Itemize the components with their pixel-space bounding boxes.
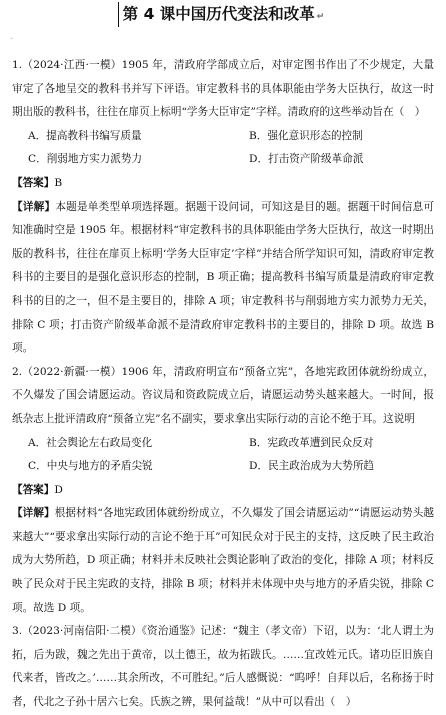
page-title <box>118 2 329 27</box>
question-2-answer <box>12 479 434 503</box>
q1-option-b: B．强化意识形态的控制 <box>249 129 363 142</box>
explain-label: 【详解】 <box>12 507 55 520</box>
answer-value: D <box>54 483 63 496</box>
q1-option-a: A．提高教科书编写质量 <box>28 129 142 142</box>
answer-label: 【答案】 <box>12 483 55 496</box>
question-2-stem: 2.（2022·新疆·一模）1906 年，清政府明宣布“预备立宪”，各地宪政团体就纷纷成立，不久爆发了国会请愿运动。咨议局和资政院成立后，请愿运动势头越来越大。一时间，报纸杂志上批评清政府“预备立宪”名不副实，要求拿出实际行动的言论不绝于耳。这说明 <box>12 365 434 425</box>
page-title-text: 第 4 课中国历代变法和改革 <box>122 5 315 23</box>
q1-option-c: C．削弱地方实力派势力 <box>28 153 143 166</box>
explain-text: 本题是单类型单项选择题。据题干设问词，可知这是目的题。据题干时间信息可知准确时空是 1905 年。根据材料“审定教科书的具体职能由学务大臣执行，故这一时期出版的教科书，往往在扉页上标明‘学务大臣审定’字样”并结合所学知识可知，清政府审定教科书的主要目的是强化意识形态的控制，B 项正确；提高教科书编写质量是清政府审定教科书的目的之一，但不是主要目的，排除 A 项；审定教科书与削弱地方实力派势力无关，排除 C 项；打击资产阶级革命派不是清政府审定教科书的主要目的，排除 D 项。故选 B 项。 <box>12 200 435 355</box>
question-3-stem: 3.（2023·河南信阳·二模）《资治通鉴》记述：“魏主（孝文帝）下诏，以为：‘北人谓土为拓，后为跋，魏之先出于黄帝，以土德王，故为拓跋氏。……宜改姓元氏。诸功臣旧族自代来者，皆改之。’……其余所改，不可胜纪。”后人感慨说：“呜呼！自拜以后，名称扬于时者，代北之子孙十居六七矣。氏族之辨，果何益哉！”从中可以看出（ ） <box>12 625 434 709</box>
answer-value: B <box>54 176 63 189</box>
question-1-explanation <box>12 196 434 361</box>
q2-option-d: D．民主政治成为大势所趋 <box>249 460 375 473</box>
q1-option-d: D．打击资产阶级革命派 <box>249 153 364 166</box>
question-1-answer <box>12 172 434 196</box>
question-1-options <box>12 125 434 172</box>
answer-label: 【答案】 <box>12 176 55 189</box>
question-1-stem: 1.（2024·江西·一模）1905 年，清政府学部成立后，对审定图书作出了不少规定，大量审定了各地呈交的教科书并写下评语。审定教科书的具体职能由学务大臣执行，故这一时期出版的教科书，往往在扉页上标明“学务大臣审定”字样。清政府的这些举动旨在（ ） <box>12 59 434 119</box>
question-2-options <box>12 432 434 479</box>
document-body <box>12 54 434 715</box>
cursor-mark: ˇ <box>10 38 13 45</box>
q2-option-a: A．社会舆论左右政局变化 <box>28 436 153 449</box>
q2-option-b: B．宪政改革遭到民众反对 <box>249 436 374 449</box>
title-row <box>0 2 446 27</box>
paragraph-mark: ↵ <box>316 12 325 22</box>
explain-text: 根据材料“各地宪政团体就纷纷成立，不久爆发了国会请愿运动”“请愿运动势头越来越大”“要求拿出实际行动的言论不绝于耳”可知民众对于民主的支持，这反映了民主政治成为大势所趋，D 项正确；材料并未反映社会舆论影响了政治的变化，排除 A 项；材料反映了民众对于民主宪政的支持，排除 B 项；材料并未体现中央与地方的矛盾尖锐，排除 C 项。故选 D 项。 <box>12 507 434 614</box>
explain-label: 【详解】 <box>12 200 56 213</box>
q2-option-c: C．中央与地方的矛盾尖锐 <box>28 460 153 473</box>
question-2-explanation <box>12 502 434 620</box>
